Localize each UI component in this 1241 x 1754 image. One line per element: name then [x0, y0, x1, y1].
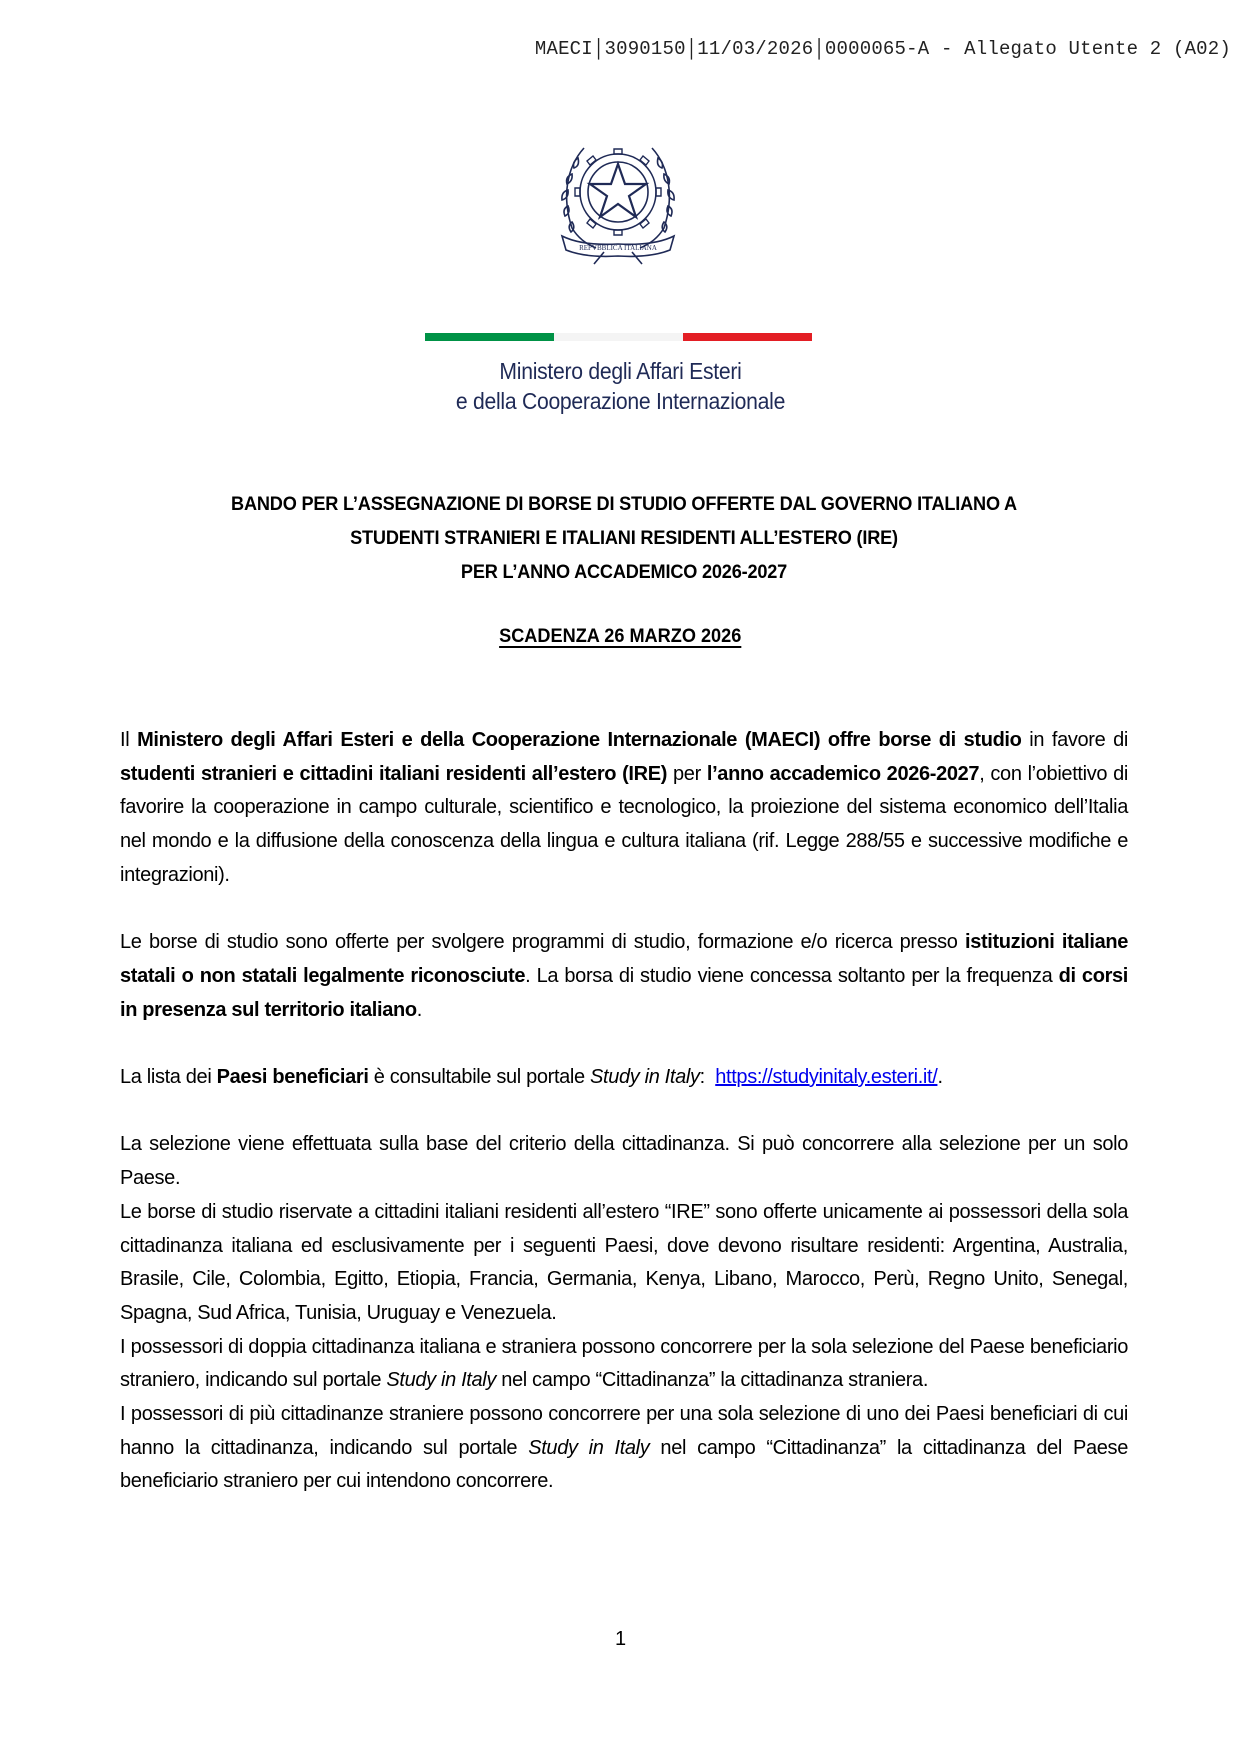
bold-text: Paesi beneficiari	[216, 1066, 369, 1088]
text: in favore di	[1021, 729, 1128, 751]
bold-text: istituzioni italiane statali o non statali legalmente riconosciute	[120, 931, 1128, 987]
text: I possessori di più cittadinanze straniere possono concorrere per una sola selezione di uno dei Paesi beneficiari di cui hanno la cittadinanza, indicando sul portale	[120, 1403, 1128, 1459]
repubblica-italiana-emblem-icon	[548, 128, 688, 268]
text: nel campo “Cittadinanza” la cittadinanza straniera.	[496, 1369, 929, 1392]
bold-text: l’anno accademico 2026-2027	[706, 762, 980, 785]
text: nel campo “Cittadinanza” la cittadinanza del Paese beneficiario straniero per cui intendono concorrere.	[120, 1436, 1128, 1493]
text: I possessori di doppia cittadinanza italiana e straniera possono concorrere per la sola selezione del Paese beneficiario straniero, indicando sul portale	[120, 1335, 1128, 1392]
tricolor-red	[683, 333, 812, 341]
document-title	[120, 487, 1128, 589]
deadline-heading	[0, 625, 1241, 648]
text: :	[699, 1066, 716, 1088]
italic-text: Study in Italy	[386, 1369, 496, 1392]
bold-text: di corsi in presenza sul territorio italiano	[120, 964, 1128, 1021]
text: è consultabile sul portale	[368, 1066, 590, 1088]
deadline-text: SCADENZA 26 MARZO 2026	[499, 625, 742, 647]
ministry-name	[0, 356, 1241, 416]
paragraph-dual-citizenship	[120, 1331, 1128, 1398]
italic-text: Study in Italy	[590, 1066, 700, 1088]
svg-text:REPVBBLICA ITALIANA: REPVBBLICA ITALIANA	[579, 244, 657, 252]
italian-tricolor-bar	[425, 333, 812, 341]
title-line-3: PER L’ANNO ACCADEMICO 2026-2027	[460, 561, 788, 583]
text: , con l’obiettivo di favorire la cooperazione in campo culturale, scientifico e tecnologico, la proiezione del sistema economico dell’Italia nel mondo e la diffusione della conoscenza della lingua e cultura italiana (rif. Legge 288/55 e successive modifiche e integrazioni).	[120, 762, 1128, 886]
text: Le borse di studio sono offerte per svolgere programmi di studio, formazione e/o ricerca presso	[120, 931, 965, 954]
text: La lista dei	[120, 1066, 217, 1088]
ministry-line-1: Ministero degli Affari Esteri	[499, 358, 742, 384]
text: . La borsa di studio viene concessa soltanto per la frequenza	[525, 964, 1059, 987]
title-line-2: STUDENTI STRANIERI E ITALIANI RESIDENTI ALL’ESTERO (IRE)	[350, 527, 898, 549]
paragraph-institutions	[120, 926, 1128, 1027]
text: .	[416, 998, 422, 1021]
paragraph-selection: La selezione viene effettuata sulla base del criterio della cittadinanza. Si può concorrere alla selezione per un solo Paese.	[120, 1133, 1128, 1190]
title-line-1: BANDO PER L’ASSEGNAZIONE DI BORSE DI STUDIO OFFERTE DAL GOVERNO ITALIANO A	[231, 493, 1017, 515]
paragraph-multiple-citizenship	[120, 1398, 1128, 1499]
paragraph-ire: Le borse di studio riservate a cittadini italiani residenti all’estero “IRE” sono offerte unicamente ai possessori della sola cittadinanza italiana ed esclusivamente per i seguenti Paesi, dove devono risultare residenti: Argentina, Australia, Brasile, Cile, Colombia, Egitto, Etiopia, Francia, Germania, Kenya, Libano, Marocco, Perù, Regno Unito, Senegal, Spagna, Sud Africa, Tunisia, Uruguay e Venezuela.	[120, 1200, 1128, 1324]
tricolor-green	[425, 333, 554, 341]
ministry-line-2: e della Cooperazione Internazionale	[455, 388, 786, 414]
text: per	[667, 762, 707, 785]
protocol-stamp: MAECI│3090150│11/03/2026│0000065-A - Allegato Utente 2 (A02)	[534, 38, 1231, 60]
text: .	[937, 1066, 943, 1088]
page-number: 1	[614, 1628, 627, 1650]
paragraph-beneficiary-countries	[120, 1061, 1128, 1095]
document-body	[120, 724, 1128, 1499]
tricolor-white	[554, 333, 683, 341]
paragraph-intro	[120, 724, 1128, 893]
bold-text: Ministero degli Affari Esteri e della Cooperazione Internazionale (MAECI) offre borse di studio	[137, 729, 1022, 751]
text: Il	[120, 729, 138, 751]
study-in-italy-link[interactable]: https://studyinitaly.esteri.it/	[715, 1066, 938, 1088]
bold-text: studenti stranieri e cittadini italiani residenti all’estero (IRE)	[120, 762, 668, 785]
italic-text: Study in Italy	[528, 1436, 650, 1459]
